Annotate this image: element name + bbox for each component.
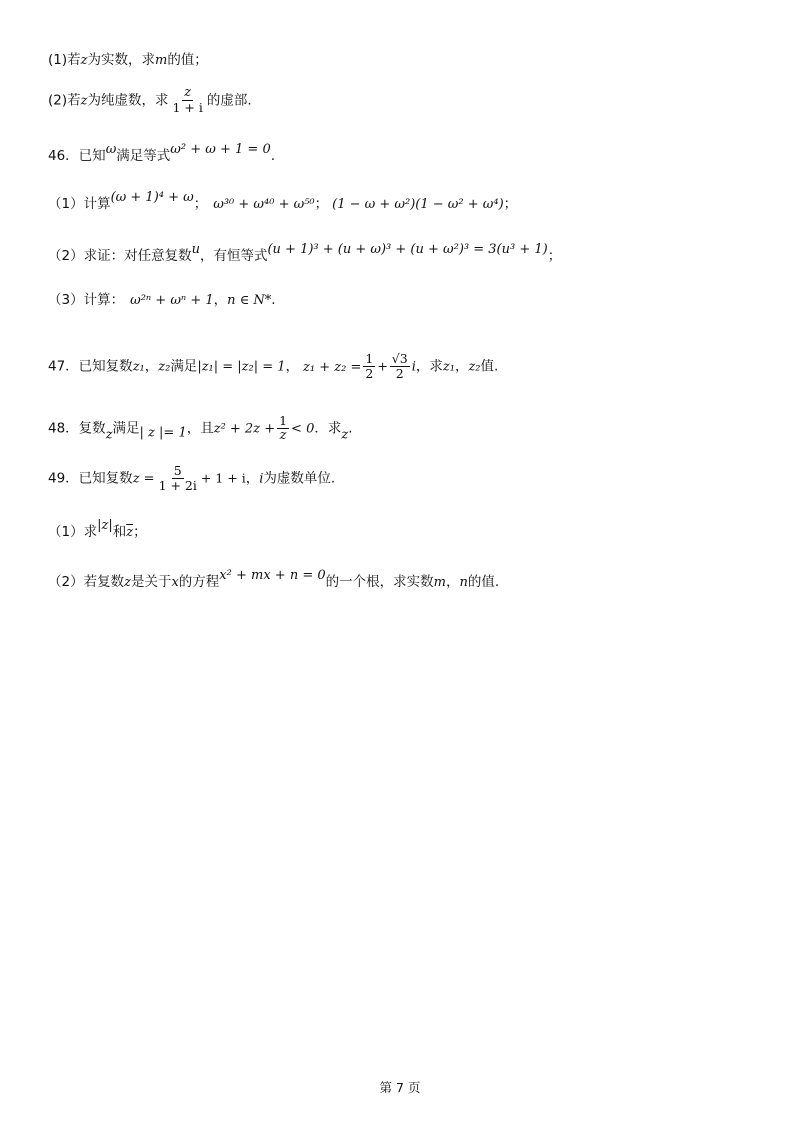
question-46-part-1: （1）计算(ω + 1)⁴ + ω； ω³⁰ + ω⁴⁰ + ω⁵⁰； (1 − ω + ω²)(1 − ω² + ω⁴)； bbox=[48, 190, 518, 212]
question-49: 49．已知复数z = $\frac{5}{1 + 2i}$ + 1 + i，i为虚数单位. bbox=[48, 463, 336, 493]
fraction-z-over-1-plus-i: $\frac{z}{1 + i}$ bbox=[172, 85, 203, 115]
fraction-5-over-1-plus-2i: $\frac{5}{1 + 2i}$ bbox=[158, 463, 197, 493]
fraction-sqrt3-half: $\frac{√3}{2}$ bbox=[391, 351, 408, 381]
question-49-part-2: （2）若复数z是关于x的方程x² + mx + n = 0的一个根，求实数m，n的值. bbox=[48, 568, 500, 590]
question-46-part-2: （2）求证：对任意复数u，有恒等式(u + 1)³ + (u + ω)³ + (u + ω²)³ = 3(u³ + 1)； bbox=[48, 242, 562, 264]
fraction-1-over-z: $\frac{1}{z}$ bbox=[279, 413, 288, 443]
question-46: 46．已知ω满足等式ω² + ω + 1 = 0. bbox=[48, 142, 276, 164]
question-47: 47．已知复数z₁，z₂满足|z₁| = |z₂| = 1， z₁ + z₂ = $\frac{1}{2}$ + $\frac{√3}{2}$ i，求z₁，z₂值. bbox=[48, 351, 499, 381]
page-number: 第 7 页 bbox=[379, 1080, 421, 1095]
question-46-part-3: （3）计算： ω²ⁿ + ωⁿ + 1，n ∈ N*. bbox=[48, 292, 276, 308]
fraction-one-half: $\frac{1}{2}$ bbox=[365, 351, 374, 381]
prev-part-1: (1)若z为实数，求m的值； bbox=[48, 52, 208, 68]
prev-part-2: (2)若z为纯虚数，求 $\frac{z}{1 + i}$ 的虚部. bbox=[48, 85, 252, 115]
question-49-part-1: （1）求|z|和$\overline{z}$； bbox=[48, 518, 147, 540]
question-48: 48．复数z满足| z |= 1，且z² + 2z + $\frac{1}{z}$ < 0．求z. bbox=[48, 413, 353, 443]
